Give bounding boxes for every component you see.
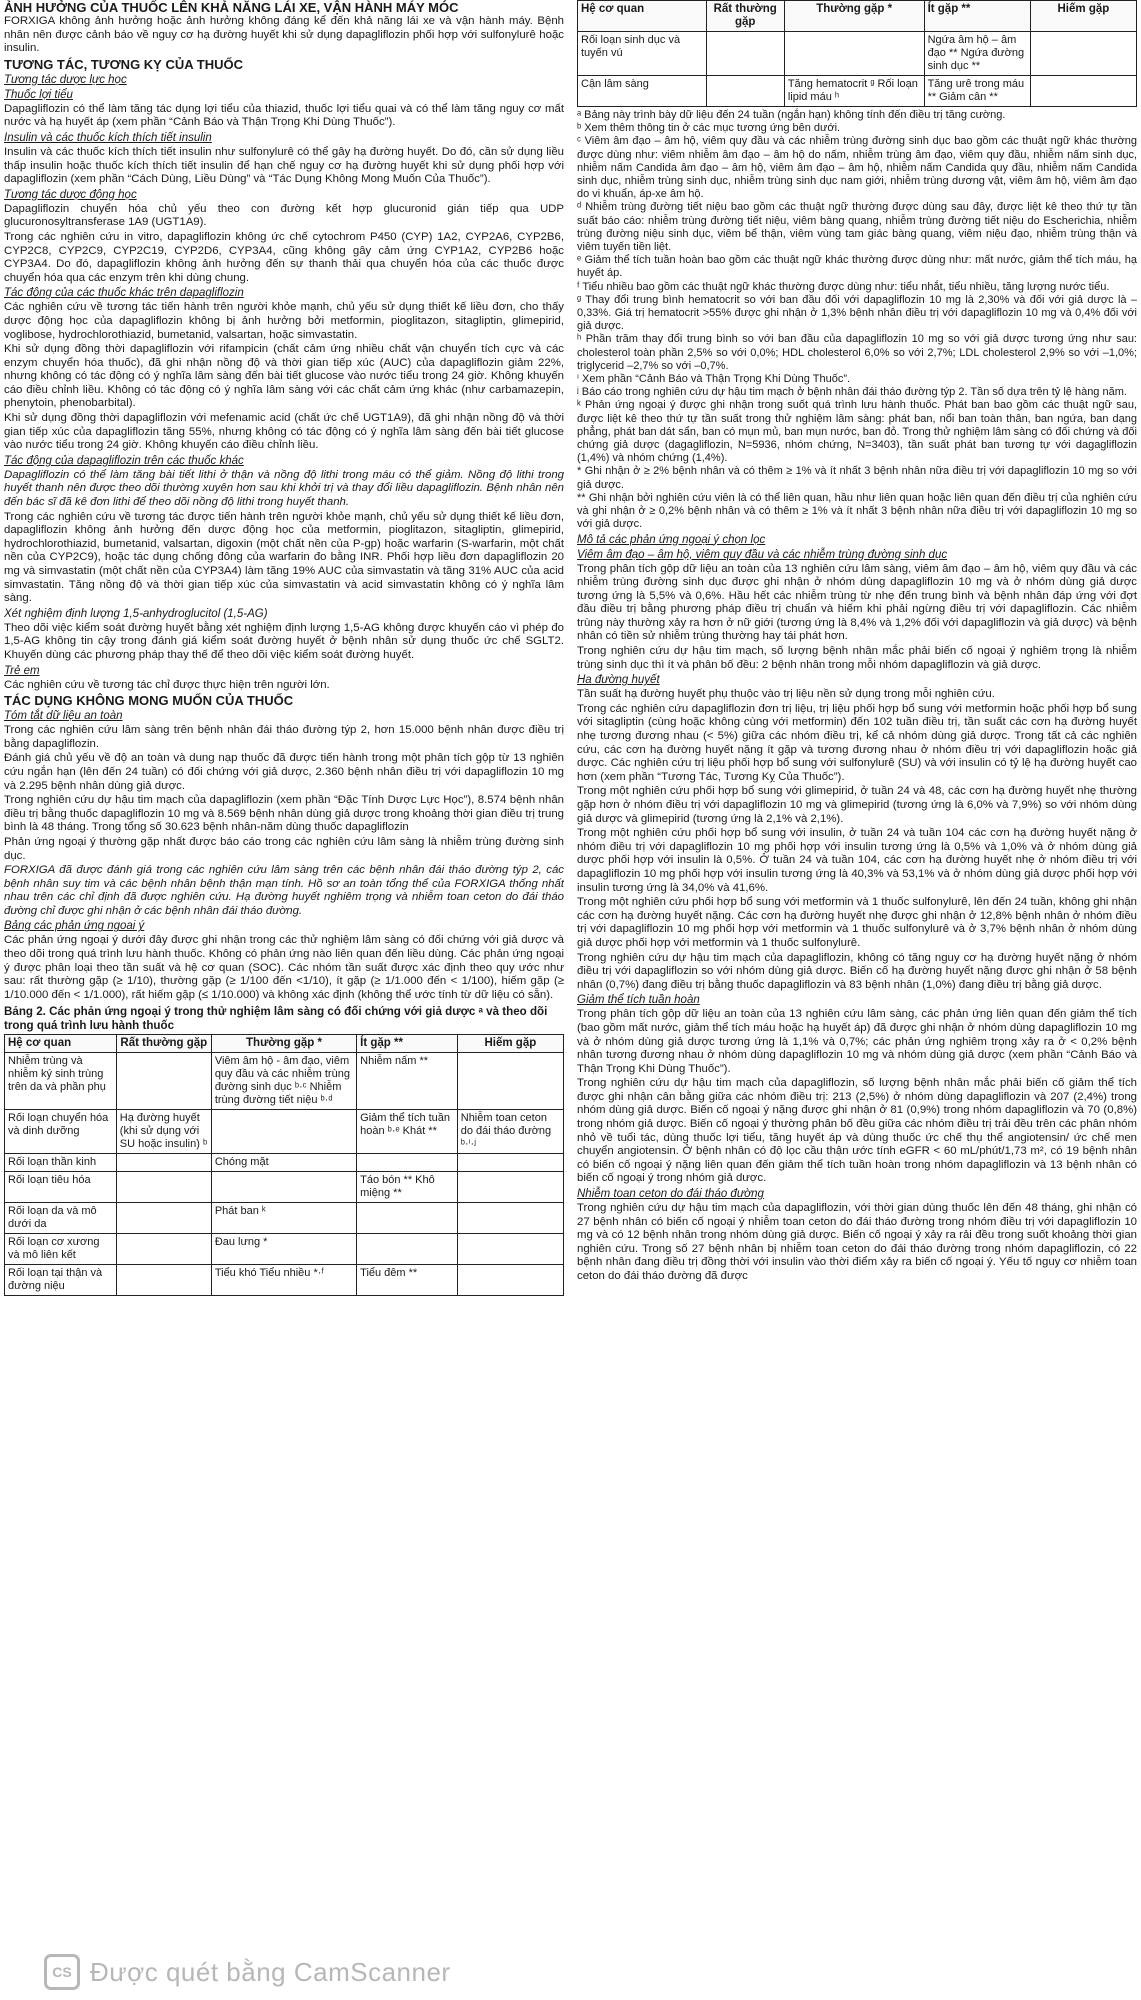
paragraph-safety-4: Phản ứng ngoại ý thường gặp nhất được báo cáo trong các nghiên cứu lâm sàng là nhiễm trùng đường sinh dục. bbox=[4, 835, 564, 862]
paragraph-genital-1: Trong phân tích gộp dữ liệu an toàn của 13 nghiên cứu lâm sàng, viêm âm đạo – âm hộ, viêm quy đầu và các nhiễm trùng đường sinh dục được ghi nhận ở nhóm dùng dapagliflozin 10 mg và ở nhóm dùng giả dược tương ứng là 5,5% và 0,6%. Hầu hết các nhiễm trùng từ nhẹ đến trung bình và bệnh nhân đáp ứng với đợt đầu điều trị bằng phương pháp điều trị chuẩn và hiếm khi phải ngừng điều trị với dapagliflozin. Các nhiễm trùng này thường xảy ra hơn ở nữ giới (tương ứng là 8,4% và 1,2% đối với dapagliflozin và giả dược) và bệnh nhân có tiền sử nhiễm trùng thường hay tái phát hơn. bbox=[577, 562, 1137, 643]
footnote: ᵃ Bảng này trình bày dữ liệu đến 24 tuần (ngắn hạn) không tính đến điều trị tăng cường. bbox=[577, 109, 1006, 121]
footnote: ʰ Phần trăm thay đổi trung bình so với ban đầu của dapagliflozin 10 mg so với giả dược tương ứng như sau: cholesterol toàn phần 2,5% so với 0,0%; HDL cholesterol 6,0% so với 2,7%; LDL cholesterol 2,9% so với –1,0%; triglycerid –2,7% so với –0,7%. bbox=[577, 333, 1137, 372]
paragraph-children: Các nghiên cứu về tương tác chỉ được thực hiện trên người lớn. bbox=[4, 678, 330, 691]
table-header-cell: Ít gặp ** bbox=[357, 1035, 458, 1053]
table-row bbox=[5, 1110, 564, 1154]
table-cell: Rối loạn thần kinh bbox=[5, 1154, 117, 1172]
table-cell bbox=[457, 1154, 563, 1172]
paragraph-hypo-3: Trong một nghiên cứu phối hợp bổ sung với glimepirid, ở tuần 24 và 48, các cơn hạ đường huyết nhẹ thường gặp hơn ở nhóm điều trị với dapagliflozin 10 mg và glimepirid (tương ứng là 6,0% và 7,9%) so với nhóm dùng giả dược và glimepirid (tương ứng là 2,1% và 2,1%). bbox=[577, 785, 1137, 825]
table-cell: Rối loạn da và mô dưới da bbox=[5, 1203, 117, 1234]
camscanner-logo-icon: CS bbox=[44, 1954, 80, 1990]
table-cell bbox=[116, 1203, 211, 1234]
table-cell: Nhiễm trùng và nhiễm ký sinh trùng trên da và phần phụ bbox=[5, 1053, 117, 1110]
left-column bbox=[4, 0, 564, 2000]
subheading-children: Trẻ em bbox=[4, 664, 40, 677]
table-header-cell: Hệ cơ quan bbox=[5, 1035, 117, 1053]
footnote: ʲ Báo cáo trong nghiên cứu dự hậu tim mạch ở bệnh nhân đái tháo đường týp 2. Tần số dựa trên tỷ lệ hàng năm. bbox=[577, 386, 1127, 399]
subheading-dapa-effects: Tác động của dapagliflozin trên các thuốc khác bbox=[4, 454, 244, 467]
paragraph-insulin: Insulin và các thuốc kích thích tiết insulin như sulfonylurê có thể gây hạ đường huyết. Do đó, cần sử dụng liều thấp insulin hoặc thuốc kích thích tiết insulin để hạn chế nguy cơ hạ đường huyết khi sử dụng phối hợp với dapagliflozin (xem phần “Cách Dùng, Liều Dùng” và “Tác Dụng Không Mong Muốn Của Thuốc”). bbox=[4, 145, 564, 186]
table-cell: Rối loạn tiêu hóa bbox=[5, 1172, 117, 1203]
table-cell: Cận lâm sàng bbox=[578, 76, 707, 107]
table-cell: Nhiễm toan ceton do đái tháo đường ᵇ·ⁱ·ʲ bbox=[457, 1110, 563, 1154]
table-cell bbox=[1030, 76, 1136, 107]
paragraph-hypo-4: Trong một nghiên cứu phối hợp bổ sung với insulin, ở tuần 24 và tuần 104 các cơn hạ đường huyết nặng ở nhóm điều trị với dapagliflozin 10 mg phối hợp với insulin tương ứng là 0,5% và 1,0% và ở nhóm dùng giả dược phối hợp với insulin là 0,5%. Ở tuần 24 và tuần 104, các cơn hạ đường huyết nhẹ ở nhóm điều trị với dapagliflozin 10 mg phối hợp với insulin tương ứng là 40,3% và 53,1% và ở nhóm dùng giả dược phối hợp với insulin tương ứng là 34,0% và 41,6%. bbox=[577, 827, 1137, 894]
subheading-selected-reactions: Mô tả các phản ứng ngoại ý chọn lọc bbox=[577, 533, 766, 546]
paragraph-volume-1: Trong phân tích gộp dữ liệu an toàn của 13 nghiên cứu lâm sàng, các phản ứng liên quan đến giảm thể tích (bao gồm mất nước, giảm thể tích máu hoặc hạ huyết áp) đã được ghi nhận ở nhóm dùng dapagliflozin 10 mg và ở nhóm dùng giả dược tương ứng là 1,1% và 0,7%; các phản ứng nghiêm trọng xảy ra ở < 0,2% bệnh nhân tương đương nhau ở nhóm dùng dapagliflozin 10 mg và nhóm dùng giả dược (xem phần “Cảnh Báo và Thận Trọng Khi Dùng Thuốc”). bbox=[577, 1008, 1137, 1075]
table-cell bbox=[706, 32, 784, 76]
table-cell bbox=[116, 1234, 211, 1265]
table-cell: Viêm âm hộ - âm đạo, viêm quy đầu và các nhiễm trùng đường sinh dục ᵇ·ᶜ Nhiễm trùng đường tiết niệu ᵇ·ᵈ bbox=[211, 1053, 356, 1110]
paragraph-safety-1: Trong các nghiên cứu lâm sàng trên bệnh nhân đái tháo đường týp 2, hơn 15.000 bệnh nhân được điều trị bằng dapagliflozin. bbox=[4, 724, 564, 750]
adverse-reactions-table bbox=[4, 1034, 564, 1296]
heading-interactions: TƯƠNG TÁC, TƯƠNG KỴ CỦA THUỐC bbox=[4, 56, 243, 72]
heading-driving: ẢNH HƯỞNG CỦA THUỐC LÊN KHẢ NĂNG LÁI XE, VẬN HÀNH MÁY MÓC bbox=[4, 0, 459, 15]
paragraph-other-1: Các nghiên cứu về tương tác tiến hành trên người khỏe mạnh, chủ yếu sử dụng thiết kế liều đơn, cho thấy dược động học của dapagliflozin không bị ảnh hưởng bởi metformin, pioglitazon, sitagliptin, glimepirid, voglibose, hydrochlorothiazid, bumetanid, valsartan, hoặc simvastatin. bbox=[4, 301, 564, 341]
table-cell bbox=[457, 1053, 563, 1110]
paragraph-genital-2: Trong nghiên cứu dự hậu tim mạch, số lượng bệnh nhân mắc phải biến cố ngoại ý nghiêm trọng là nhiễm trùng sinh dục thì ít và phân bố đều: 2 bệnh nhân trong mỗi nhóm dapagliflozin và giả dược. bbox=[577, 645, 1137, 671]
table-row bbox=[5, 1234, 564, 1265]
paragraph-safety-5: FORXIGA đã được đánh giá trong các nghiên cứu lâm sàng trên các bệnh nhân đái tháo đường týp 2, các bệnh nhân suy tim và các bệnh nhân bệnh thận mạn tính. Hồ sơ an toàn tổng thể của FORXIGA thống nhất nhau trên các chỉ định đã được nghiên cứu. Hạ đường huyết nghiêm trọng và nhiễm toan ceton do đái tháo đường chỉ được ghi nhận ở các bệnh nhân đái tháo đường. bbox=[4, 864, 564, 917]
table-cell bbox=[457, 1234, 563, 1265]
table-cell: Rối loạn tại thận và đường niệu bbox=[5, 1265, 117, 1296]
paragraph-volume-2: Trong nghiên cứu dự hậu tim mạch của dapagliflozin, số lượng bệnh nhân mắc phải biến cố giảm thể tích được ghi nhận cân bằng giữa các nhóm điều trị: 213 (2,5%) ở nhóm dùng dapagliflozin và 207 (2,4%) trong nhóm dùng giả dược. Biến cố ngoại ý nặng được ghi nhận ở 81 (0,9%) trong nhóm dapagliflozin và 70 (0,8%) trong nhóm giả dược. Biến cố ngoại ý thường phân bố đều giữa các nhóm điều trị trải đều trên các phân nhóm nhỏ về tuổi tác, dùng thuốc lợi tiểu, tăng huyết áp và dùng thuốc ức chế thụ thể angiotensin/ ức chế men chuyển angiotensin. Ở bệnh nhân có độ lọc cầu thận ước tính eGFR < 60 mL/phút/1,73 m², có 19 bệnh nhân có biến cố ngoại ý nặng liên quan đến giảm thể tích tuần hoàn trong nhóm dapagliflozin và 13 bệnh nhân có biến cố ngoại ý trong nhóm giả dược. bbox=[577, 1077, 1137, 1185]
table-cell: Tăng hematocrit ᵍ Rối loạn lipid máu ʰ bbox=[784, 76, 924, 107]
subheading-genital-infections: Viêm âm đạo – âm hộ, viêm quy đầu và các nhiễm trùng đường sinh dục bbox=[577, 548, 948, 561]
subheading-15ag: Xét nghiệm định lượng 1,5-anhydroglucitol (1,5-AG) bbox=[4, 607, 268, 620]
footnote: ᵏ Phản ứng ngoại ý được ghi nhận trong suốt quá trình lưu hành thuốc. Phát ban bao gồm các thuật ngữ sau, được liệt kê theo thứ tự tần suất trong thử nghiệm lâm sàng: phát ban, nổi ban toàn thân, ban ngứa, ban dạng phẳng, phát ban dát sẩn, ban có mụn mủ, ban mụn nước, ban đỏ. Trong thử nghiệm lâm sàng có đối chứng và đối chứng giả dược (dagagliflozin, N=5936, nhóm chứng, N=3403), tần suất phát ban tương tự với dagagliflozin (1,4%) và nhóm chứng (1,4%). bbox=[577, 399, 1137, 465]
watermark-text: Được quét bằng CamScanner bbox=[90, 1956, 451, 1987]
footnote: ᵇ Xem thêm thông tin ở các mục tương ứng bên dưới. bbox=[577, 122, 841, 135]
table-cell bbox=[457, 1172, 563, 1203]
table-cell bbox=[1030, 32, 1136, 76]
adverse-reactions-table-continued bbox=[577, 0, 1137, 107]
paragraph-dapa-1: Dapagliflozin có thể làm tăng bài tiết lithi ở thận và nồng độ lithi trong máu có thể giảm. Nồng độ lithi trong huyết thanh nên được theo dõi thường xuyên hơn sau khi khởi trị và thay đổi liều dapagliflozin. Bệnh nhân nên đến bác sĩ đã kê đơn lithi để theo dõi nồng độ lithi trong huyết thanh. bbox=[4, 468, 564, 509]
table-cell: Táo bón ** Khô miệng ** bbox=[357, 1172, 458, 1203]
paragraph-ketoacidosis: Trong nghiên cứu dự hậu tim mạch của dapagliflozin, với thời gian dùng thuốc lên đến 48 tháng, ghi nhận có 27 bệnh nhân có biến cố ngoại ý nhiễm toan ceton do đái tháo đường trong nhóm điều trị với dapagliflozin 10 mg và có 12 bệnh nhân trong nhóm dùng giả dược. Biến cố ngoại ý xảy ra rải đều trong suốt khoảng thời gian nghiên cứu. Trong số 27 bệnh nhân bị nhiễm toan ceton do đái tháo đường trong nhóm dapagliflozin, có 22 bệnh nhân đang điều trị đồng thời với insulin vào thời điểm xảy ra biến cố ngoại ý. Yếu tố nguy cơ nhiễm toan ceton do đái tháo đường đã được bbox=[577, 1202, 1137, 1282]
subheading-safety-summary: Tóm tắt dữ liệu an toàn bbox=[4, 710, 123, 723]
table-cell bbox=[116, 1172, 211, 1203]
subheading-insulin: Insulin và các thuốc kích thích tiết insulin bbox=[4, 131, 212, 144]
table-cell bbox=[784, 32, 924, 76]
table-cell: Rối loạn chuyển hóa và dinh dưỡng bbox=[5, 1110, 117, 1154]
paragraph-pk-2: Trong các nghiên cứu in vitro, dapagliflozin không ức chế cytochrom P450 (CYP) 1A2, CYP2A6, CYP2B6, CYP2C8, CYP2C9, CYP2C19, CYP2D6, CYP3A4, cũng không gây cảm ứng CYP1A2, CYP2B6 hoặc CYP3A4. Do đó, dapagliflozin không ảnh hưởng đến sự thanh thải qua chuyển hóa của các thuốc được chuyển hóa qua các enzym trên khi dùng chung. bbox=[4, 230, 564, 284]
table-cell: Tiểu khó Tiểu nhiều *·ᶠ bbox=[211, 1265, 356, 1296]
paragraph-adr-list: Các phản ứng ngoại ý dưới đây được ghi nhận trong các thử nghiệm lâm sàng có đối chứng với giả dược và theo dõi trong quá trình lưu hành thuốc. Không có phản ứng nào liên quan đến liều dùng. Các phản ứng ngoại ý được phân loại theo tần suất và hệ cơ quan (SOC). Các nhóm tần suất được xác định theo quy ước như sau: rất thường gặp (≥ 1/10), thường gặp (≥ 1/100 đến <1/10), ít gặp (≥ 1/1.000 đến < 1/100), hiếm gặp (≥ 1/10.000 đến < 1/1.000), rất hiếm gặp (≤ 1/10.000) và không xác định (không thể ước tính từ dữ liệu có sẵn). bbox=[4, 934, 564, 1001]
table-cell: Rối loạn sinh dục và tuyến vú bbox=[578, 32, 707, 76]
subheading-adr-list: Bảng các phản ứng ngoại ý bbox=[4, 920, 145, 933]
footnote: * Ghi nhận ở ≥ 2% bệnh nhân và có thêm ≥ 1% và ít nhất 3 bệnh nhân nữa điều trị với dapagliflozin 10 mg so với giả dược. bbox=[577, 465, 1137, 491]
table-caption: Bảng 2. Các phản ứng ngoại ý trong thử nghiệm lâm sàng có đối chứng với giả dược ᵃ và theo dõi trong quá trình lưu hành thuốc bbox=[4, 1005, 548, 1033]
table-header-cell: Hiếm gặp bbox=[1030, 1, 1136, 32]
paragraph-15ag: Theo dõi việc kiểm soát đường huyết bằng xét nghiệm định lượng 1,5-AG không được khuyến cáo vì phép đo 1,5-AG không tin cậy trong đánh giá kiểm soát đường huyết ở bệnh nhân sử dụng thuốc ức chế SGLT2. Khuyến dùng các phương pháp thay thế để theo dõi việc kiểm soát đường huyết. bbox=[4, 621, 564, 661]
footnote: ⁱ Xem phần “Cảnh Báo và Thận Trọng Khi Dùng Thuốc”. bbox=[577, 373, 851, 386]
right-column bbox=[577, 0, 1137, 2000]
paragraph-safety-3: Trong nghiên cứu dự hậu tim mạch của dapagliflozin (xem phần “Đặc Tính Dược Lực Học”), 8.574 bệnh nhân điều trị bằng thuốc dapagliflozin 10 mg và 8.569 bệnh nhân dùng giả dược trong khoảng thời gian điều trị trung bình là 48 tháng. Trong tổng số 30.623 bệnh nhân-năm dùng thuốc dapagliflozin bbox=[4, 794, 564, 834]
footnotes bbox=[577, 109, 1137, 532]
table-header-cell: Hiếm gặp bbox=[457, 1035, 563, 1053]
paragraph-hypo-5: Trong một nghiên cứu phối hợp bổ sung với metformin và 1 thuốc sulfonylurê, lên đến 24 tuần, không ghi nhận các cơn hạ đường huyết nặng. Các cơn hạ đường huyết nhẹ được ghi nhận ở 12,8% bệnh nhân ở nhóm điều trị với dapagliflozin 10 mg phối hợp với metformin và 1 thuốc sulfonylurê và ở 3,7% bệnh nhân ở nhóm dùng giả dược phối hợp với metformin và 1 thuốc sulfonylurê. bbox=[577, 896, 1137, 949]
footnote: ᵈ Nhiễm trùng đường tiết niệu bao gồm các thuật ngữ thường được dùng sau đây, được liệt kê theo thứ tự tần suất báo cáo: nhiễm trùng đường tiết niệu, viêm bàng quang, nhiễm trùng đường tiết niệu do Escherichia, nhiễm trùng đường niệu sinh dục, viêm bể thận, viêm vùng tam giác bàng quang, viêm niệu đạo, nhiễm trùng thận và viêm tuyến tiền liệt. bbox=[577, 201, 1137, 254]
table-cell: Chóng mặt bbox=[211, 1154, 356, 1172]
paragraph-driving: FORXIGA không ảnh hưởng hoặc ảnh hưởng không đáng kể đến khả năng lái xe và vận hành máy. Bệnh nhân nên được cảnh báo về nguy cơ hạ đường huyết khi sử dụng dapagliflozin phối hợp với sulfonylurê hoặc insulin. bbox=[4, 15, 564, 55]
table-cell: Hạ đường huyết (khi sử dụng với SU hoặc insulin) ᵇ bbox=[116, 1110, 211, 1154]
table-cell bbox=[116, 1053, 211, 1110]
table-cell bbox=[116, 1154, 211, 1172]
paragraph-diuretics: Dapagliflozin có thể làm tăng tác dụng lợi tiểu của thiazid, thuốc lợi tiểu quai và có thể làm tăng nguy cơ mất nước và hạ huyết áp (xem phần “Cảnh Báo và Thận Trọng Khi Dùng Thuốc”). bbox=[4, 102, 564, 129]
table-header-cell: Rất thường gặp bbox=[116, 1035, 211, 1053]
footnote: ᶜ Viêm âm đạo – âm hộ, viêm quy đầu và các nhiễm trùng đường sinh dục bao gồm các thuật ngữ khác thường được dùng như: viêm nhiễm âm đạo – âm hộ do nấm, nhiễm trùng âm đạo, viêm quy đầu, nhiễm nấm sinh dục, nhiễm nấm Candida âm đạo – âm hộ, viêm âm đạo – âm hộ, nhiễm nấm Candida quy đầu, nhiễm nấm Candida sinh dục, nhiễm trùng sinh dục, nhiễm trùng sinh dục nam giới, nhiễm trùng dương vật, viêm âm hộ, viêm âm đạo do vi khuẩn, áp-xe âm hộ. bbox=[577, 135, 1137, 201]
subheading-pharmacokinetic: Tương tác dược động học bbox=[4, 188, 137, 201]
table-cell bbox=[211, 1110, 356, 1154]
paragraph-hypo-1: Tần suất hạ đường huyết phụ thuộc vào trị liệu nền sử dụng trong mỗi nghiên cứu. bbox=[577, 688, 995, 701]
table-cell bbox=[357, 1234, 458, 1265]
paragraph-other-2: Khi sử dụng đồng thời dapagliflozin với rifampicin (chất cảm ứng nhiều chất vận chuyển tích cực và các enzym chuyển hóa thuốc), đã ghi nhận nồng độ và thời gian tiếp xúc (AUC) của dapagliflozin giảm 22%, nhưng không có tác động có ý nghĩa lâm sàng đến bài tiết glucose vào nước tiểu trong 24 giờ. Không khuyến cáo điều chỉnh liều. Không có tác động có ý nghĩa lâm sàng với các chất cảm ứng khác (như carbamazepin, phenytoin, phenobarbital). bbox=[4, 343, 564, 410]
table-cell bbox=[357, 1154, 458, 1172]
table-row bbox=[5, 1172, 564, 1203]
table-header-cell: Rất thường gặp bbox=[706, 1, 784, 32]
subheading-pharmacodynamic: Tương tác dược lực học bbox=[4, 73, 127, 86]
table-row bbox=[5, 1154, 564, 1172]
subheading-diuretics: Thuốc lợi tiểu bbox=[4, 88, 73, 101]
table-header-cell: Thường gặp * bbox=[211, 1035, 356, 1053]
camscanner-watermark bbox=[44, 1952, 451, 1992]
table-header-cell: Hệ cơ quan bbox=[578, 1, 707, 32]
table-row bbox=[578, 76, 1137, 107]
subheading-volume-depletion: Giảm thể tích tuần hoàn bbox=[577, 994, 700, 1007]
table-row bbox=[5, 1265, 564, 1296]
table-cell: Ngứa âm hộ – âm đạo ** Ngứa đường sinh dục ** bbox=[924, 32, 1030, 76]
table-cell: Phát ban ᵏ bbox=[211, 1203, 356, 1234]
table-row bbox=[578, 32, 1137, 76]
table-header-cell: Thường gặp * bbox=[784, 1, 924, 32]
paragraph-hypo-2: Trong các nghiên cứu dapagliflozin đơn trị liệu, trị liệu phối hợp bổ sung với metformin hoặc phối hợp bổ sung với sitagliptin (cùng hoặc không cùng với metformin) đến 102 tuần điều trị, tần suất các cơn hạ đường huyết nhẹ tương đương nhau (< 5%) giữa các nhóm điều trị, kể cả nhóm dùng giả dược. Trong tất cả các nghiên cứu, các cơn hạ đường huyết nặng ít gặp và tương đương nhau ở nhóm điều trị với dapagliflozin hoặc giả dược. Các nghiên cứu trị liệu phối hợp bổ sung với sulfonylurê (SU) và với insulin có tỷ lệ hạ đường huyết cao hơn (xem phần “Tương Tác, Tương Kỵ Của Thuốc”). bbox=[577, 702, 1137, 783]
paragraph-hypo-6: Trong nghiên cứu dự hậu tim mạch của dapagliflozin, không có tăng nguy cơ hạ đường huyết nặng ở nhóm điều trị với dapagliflozin so với nhóm dùng giả dược. Biến cố hạ đường huyết nặng được ghi nhận ở 58 bệnh nhân (0,7%) đang điều trị bằng thuốc dapagliflozin và 83 bệnh nhân (1,0%) đang điều trị bằng giả dược. bbox=[577, 951, 1137, 991]
paragraph-other-3: Khi sử dụng đồng thời dapagliflozin với mefenamic acid (chất ức chế UGT1A9), đã ghi nhận nồng độ và thời gian tiếp xúc của dapagliflozin tăng 55%, nhưng không có tác động có ý nghĩa lâm sàng đến bài tiết glucose vào nước tiểu trong 24 giờ. Không khuyến cáo điều chỉnh liều. bbox=[4, 412, 564, 452]
paragraph-safety-2: Đánh giá chủ yếu về độ an toàn và dung nạp thuốc đã được tiến hành trong một phân tích gộp từ 13 nghiên cứu ngắn hạn (lên đến 24 tuần) có đối chứng với giả dược, 2.360 bệnh nhân điều trị với dapagliflozin 10 mg và 2.295 bệnh nhân dùng giả dược. bbox=[4, 752, 564, 792]
heading-adverse-effects: TÁC DỤNG KHÔNG MONG MUỐN CỦA THUỐC bbox=[4, 693, 294, 709]
paragraph-dapa-2: Trong các nghiên cứu về tương tác được tiến hành trên người khỏe mạnh, chủ yếu sử dụng thiết kế liều đơn, dapagliflozin không ảnh hưởng đến dược động học của metformin, pioglitazon, sitagliptin, glimepirid, hydrochlorothiazid, bumetanid, valsartan, digoxin (một chất nền của P-gp) hoặc warfarin (S-warfarin, một chất nền của CYP2C9), hoặc tác dụng chống đông của warfarin đo bằng INR. Phối hợp liều đơn dapagliflozin 20 mg và simvastatin (một chất nền của CYP3A4) làm tăng 19% AUC của simvastatin và tăng 31% AUC của acid simvastatin. Tăng nồng độ và thời gian tiếp xúc của simvastatin và acid simvastatin không có ý nghĩa lâm sàng. bbox=[4, 510, 564, 605]
table-cell: Tăng urê trong máu ** Giảm cân ** bbox=[924, 76, 1030, 107]
footnote: ** Ghi nhận bởi nghiên cứu viên là có thể liên quan, hầu như liên quan hoặc liên quan đến điều trị của nghiên cứu và ghi nhận ở ≥ 0,2% bệnh nhân và có thêm ≥ 1% và ít nhất 3 bệnh nhân nữa điều trị với dapagliflozin 10 mg so với giả dược. bbox=[577, 491, 1137, 531]
table-cell bbox=[706, 76, 784, 107]
footnote: ᶠ Tiểu nhiều bao gồm các thuật ngữ khác thường được dùng như: tiểu nhắt, tiểu nhiều, tăng lượng nước tiểu. bbox=[577, 280, 1110, 293]
footnote: ᵍ Thay đổi trung bình hematocrit so với ban đầu đối với dapagliflozin 10 mg là 2,30% và đối với giả dược là –0,33%. Giá trị hematocrit >55% được ghi nhận ở 1,3% bệnh nhân điều trị với dapagliflozin 10 mg và 0,4% đối với giả dược. bbox=[577, 293, 1137, 333]
subheading-other-drugs: Tác động của các thuốc khác trên dapagliflozin bbox=[4, 287, 244, 300]
subheading-hypoglycemia: Hạ đường huyết bbox=[577, 674, 660, 687]
table-cell: Tiểu đêm ** bbox=[357, 1265, 458, 1296]
table-cell bbox=[457, 1265, 563, 1296]
table-cell: Giảm thể tích tuần hoàn ᵇ·ᵉ Khát ** bbox=[357, 1110, 458, 1154]
table-cell: Đau lưng * bbox=[211, 1234, 356, 1265]
table-cell bbox=[116, 1265, 211, 1296]
table-cell bbox=[357, 1203, 458, 1234]
subheading-ketoacidosis: Nhiễm toan ceton do đái tháo đường bbox=[577, 1188, 764, 1201]
paragraph-pk-1: Dapagliflozin chuyển hóa chủ yếu theo con đường kết hợp glucuronid gián tiếp qua UDP glucuronosyltransferase 1A9 (UGT1A9). bbox=[4, 202, 564, 229]
table-header-cell: Ít gặp ** bbox=[924, 1, 1030, 32]
table-cell: Nhiễm nấm ** bbox=[357, 1053, 458, 1110]
footnote: ᵉ Giảm thể tích tuần hoàn bao gồm các thuật ngữ khác thường được dùng như: mất nước, giảm thể tích máu, hạ huyết áp. bbox=[577, 254, 1137, 280]
table-cell: Rối loạn cơ xương và mô liên kết bbox=[5, 1234, 117, 1265]
table-cell bbox=[211, 1172, 356, 1203]
table-row bbox=[5, 1203, 564, 1234]
table-cell bbox=[457, 1203, 563, 1234]
table-row bbox=[5, 1053, 564, 1110]
